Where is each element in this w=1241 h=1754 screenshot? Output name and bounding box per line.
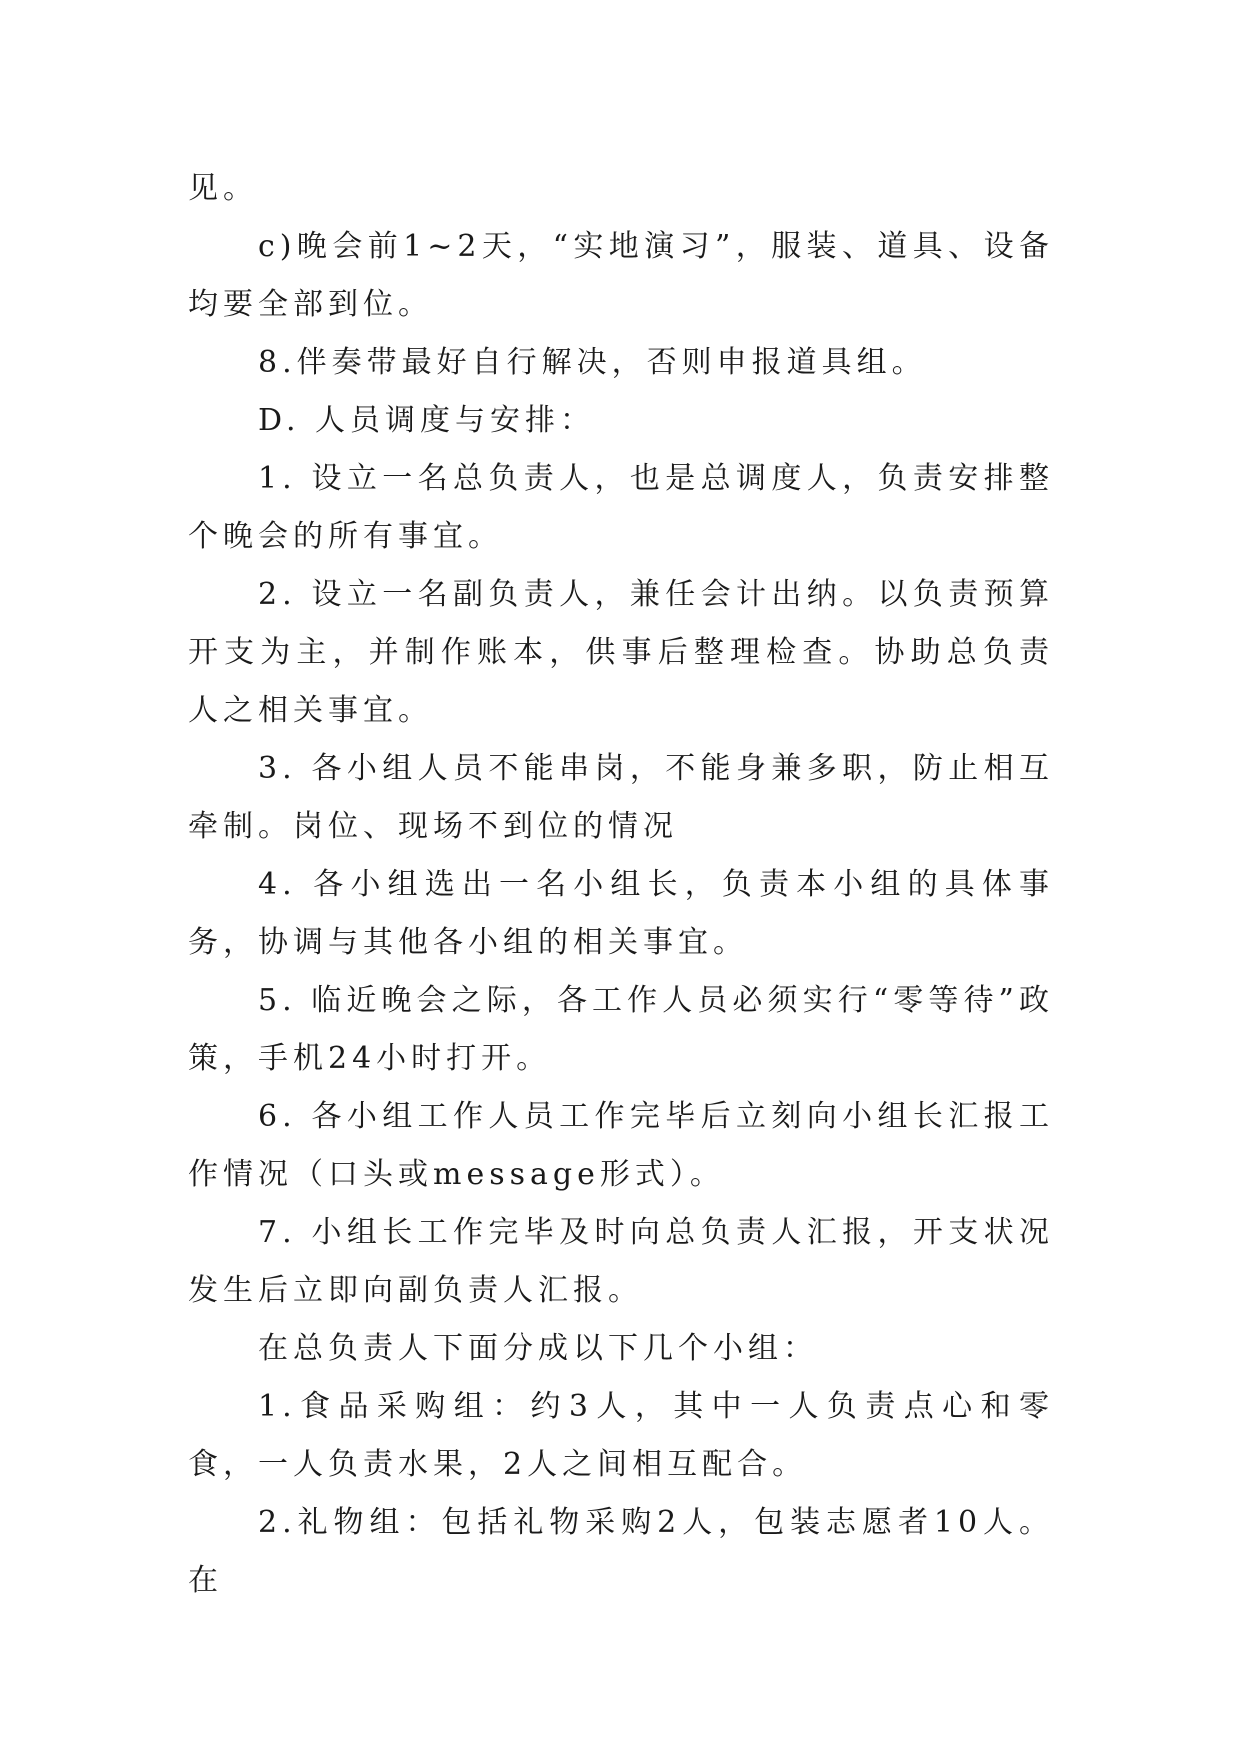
paragraph-item-1: 1. 设立一名总负责人，也是总调度人，负责安排整个晚会的所有事宜。 bbox=[188, 461, 1054, 554]
paragraph-groups-intro: 在总负责人下面分成以下几个小组： bbox=[258, 1331, 818, 1366]
paragraph-item-7: 7. 小组长工作完毕及时向总负责人汇报，开支状况发生后立即向副负责人汇报。 bbox=[188, 1215, 1054, 1308]
paragraph-item-3: 3. 各小组人员不能串岗，不能身兼多职，防止相互牵制。岗位、现场不到位的情况 bbox=[188, 751, 1054, 844]
paragraph-gift-group: 2.礼物组：包括礼物采购2人，包装志愿者10人。在 bbox=[188, 1505, 1054, 1598]
paragraph-food-group: 1.食品采购组：约3人，其中一人负责点心和零食，一人负责水果，2人之间相互配合。 bbox=[188, 1389, 1054, 1482]
paragraph-accompaniment: 8.伴奏带最好自行解决，否则申报道具组。 bbox=[258, 345, 927, 380]
section-heading-staffing: D. 人员调度与安排： bbox=[258, 403, 596, 438]
paragraph-item-6: 6. 各小组工作人员工作完毕后立刻向小组长汇报工作情况（口头或message形式）。 bbox=[188, 1099, 1054, 1192]
paragraph-item-2: 2. 设立一名副负责人，兼任会计出纳。以负责预算开支为主，并制作账本，供事后整理检查。协助总负责人之相关事宜。 bbox=[188, 577, 1054, 728]
document-body bbox=[188, 160, 1054, 1610]
paragraph-rehearsal: c)晚会前1~2天，“实地演习”，服装、道具、设备均要全部到位。 bbox=[188, 229, 1054, 322]
paragraph-item-5: 5. 临近晚会之际，各工作人员必须实行“零等待”政策，手机24小时打开。 bbox=[188, 983, 1054, 1076]
paragraph-continuation: 见。 bbox=[188, 171, 258, 206]
paragraph-item-4: 4. 各小组选出一名小组长，负责本小组的具体事务，协调与其他各小组的相关事宜。 bbox=[188, 867, 1054, 960]
